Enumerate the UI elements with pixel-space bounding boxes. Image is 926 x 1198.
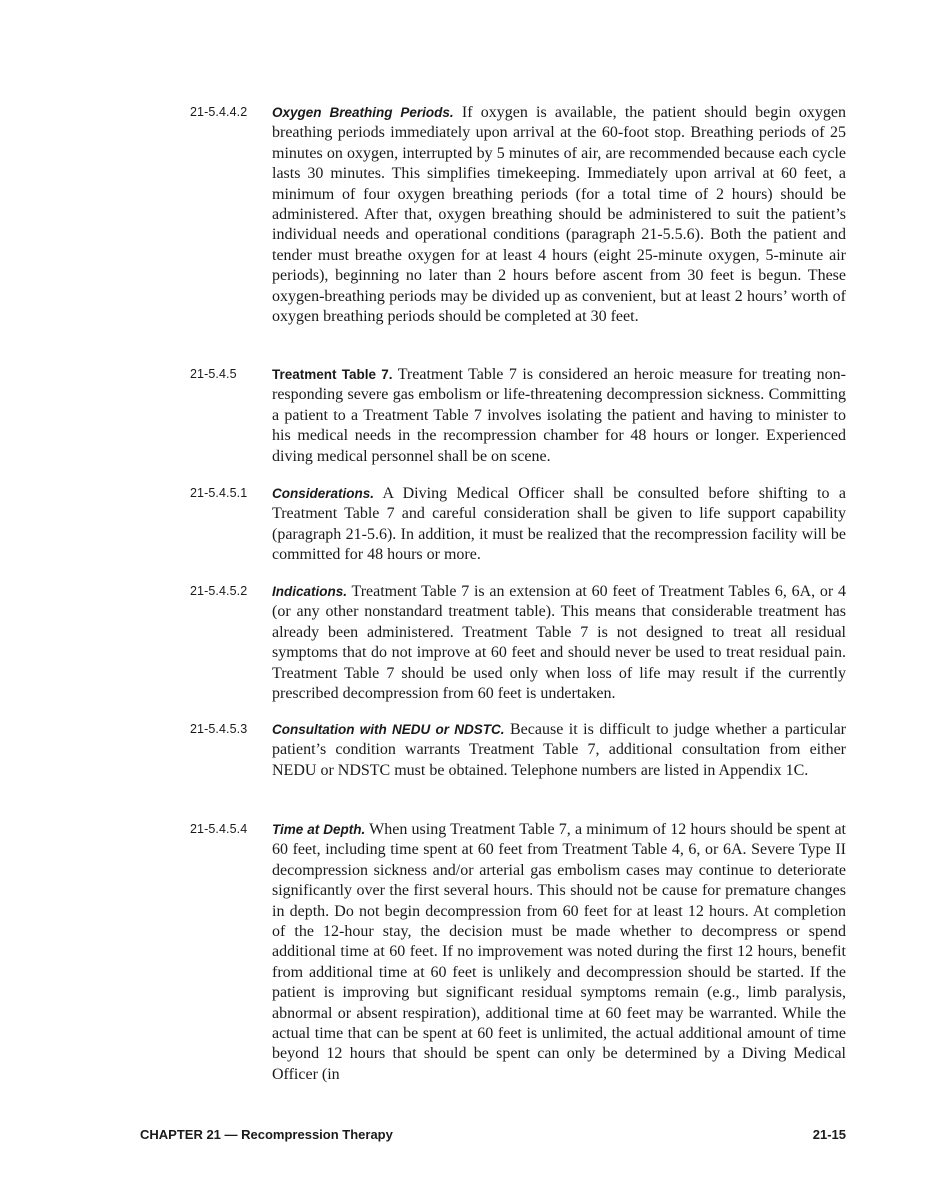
paragraph-body: [272, 365, 846, 467]
paragraph-oxygen-breathing-periods: [190, 103, 846, 327]
paragraph-body: [272, 720, 846, 781]
paragraph-heading: Considerations.: [272, 486, 375, 501]
paragraph-text: When using Treatment Table 7, a minimum of 12 hours should be spent at 60 feet, including time spent at 60 feet from Treatment Table 4, 6, or 6A. Severe Type II decompression sickness and/or arterial gas embolism cases may continue to deteriorate significantly over the first several hours. This should not be cause for premature changes in depth. Do not begin decompression from 60 feet for at least 12 hours. At completion of the 12-hour stay, the decision must be made whether to decompress or spend additional time at 60 feet. If no improvement was noted during the first 12 hours, benefit from additional time at 60 feet is unlikely and decompression should be started. If the patient is improving but significant residual symptoms remain (e.g., limb paralysis, abnormal or absent respiration), additional time at 60 feet may be warranted. While the actual time that can be spent at 60 feet is unlimited, the actual additional amount of time beyond 12 hours that should be spent can only be determined by a Diving Medical Officer (in: [272, 821, 846, 1083]
paragraph-text: Treatment Table 7 is an extension at 60 feet of Treatment Tables 6, 6A, or 4 (or any other nonstandard treatment table). This means that considerable treatment has already been administered. Treatment Table 7 is not designed to treat all residual symptoms that do not improve at 60 feet and should never be used to treat residual pain. Treatment Table 7 should be used only when loss of life may result if the currently prescribed decompression from 60 feet is undertaken.: [272, 583, 846, 703]
paragraph-body: [272, 582, 846, 704]
footer-page-number: 21-15: [812, 1127, 846, 1142]
paragraph-time-at-depth: [190, 820, 846, 1085]
paragraph-body: [272, 484, 846, 566]
paragraph-text: Because it is difficult to judge whether a particular patient’s condition warrants Treatment Table 7, additional consultation from either NEDU or NDSTC must be obtained. Telephone numbers are listed in Appendix 1C.: [272, 721, 846, 779]
paragraph-number: 21-5.4.5.1: [190, 486, 248, 500]
paragraph-consultation: [190, 720, 846, 781]
paragraph-text: If oxygen is available, the patient should begin oxygen breathing periods immediately upon arrival at the 60-foot stop. Breathing periods of 25 minutes on oxygen, interrupted by 5 minutes of air, are recommended because each cycle lasts 30 minutes. This simplifies timekeeping. Immediately upon arrival at 60 feet, a minimum of four oxygen breathing periods (for a total time of 2 hours) should be administered. After that, oxygen breathing should be administered to suit the patient’s individual needs and operational conditions (paragraph 21-5.5.6). Both the patient and tender must breathe oxygen for at least 4 hours (eight 25-minute oxygen, 5-minute air periods), beginning no later than 2 hours before ascent from 30 feet is begun. These oxygen-breathing periods may be divided up as convenient, but at least 2 hours’ worth of oxygen breathing periods should be completed at 30 feet.: [272, 104, 847, 326]
paragraph-treatment-table-7: [190, 365, 846, 467]
paragraph-heading: Consultation with NEDU or NDSTC.: [272, 722, 505, 737]
paragraph-heading: Oxygen Breathing Periods.: [272, 105, 454, 120]
paragraph-indications: [190, 582, 846, 704]
paragraph-text: Treatment Table 7 is considered an heroic measure for treating non-responding severe gas embolism or life-threatening decompression sickness. Committing a patient to a Treatment Table 7 involves isolating the patient and having to minister to his medical needs in the recompression chamber for 48 hours or longer. Experienced diving medical personnel shall be on scene.: [272, 366, 846, 465]
paragraph-heading: Time at Depth.: [272, 822, 366, 837]
paragraph-body: [272, 103, 846, 327]
paragraph-number: 21-5.4.5: [190, 367, 237, 381]
paragraph-number: 21-5.4.5.4: [190, 822, 248, 836]
paragraph-text: A Diving Medical Officer shall be consulted before shifting to a Treatment Table 7 and careful consideration shall be given to life support capability (paragraph 21-5.6). In addition, it must be realized that the recompression facility will be committed for 48 hours or more.: [272, 485, 846, 564]
paragraph-heading: Treatment Table 7.: [272, 367, 393, 382]
paragraph-number: 21-5.4.5.2: [190, 584, 248, 598]
paragraph-considerations: [190, 484, 846, 566]
paragraph-body: [272, 820, 846, 1085]
paragraph-number: 21-5.4.4.2: [190, 105, 248, 119]
paragraph-number: 21-5.4.5.3: [190, 722, 248, 736]
footer-chapter-title: CHAPTER 21 — Recompression Therapy: [140, 1127, 393, 1142]
paragraph-heading: Indications.: [272, 584, 348, 599]
